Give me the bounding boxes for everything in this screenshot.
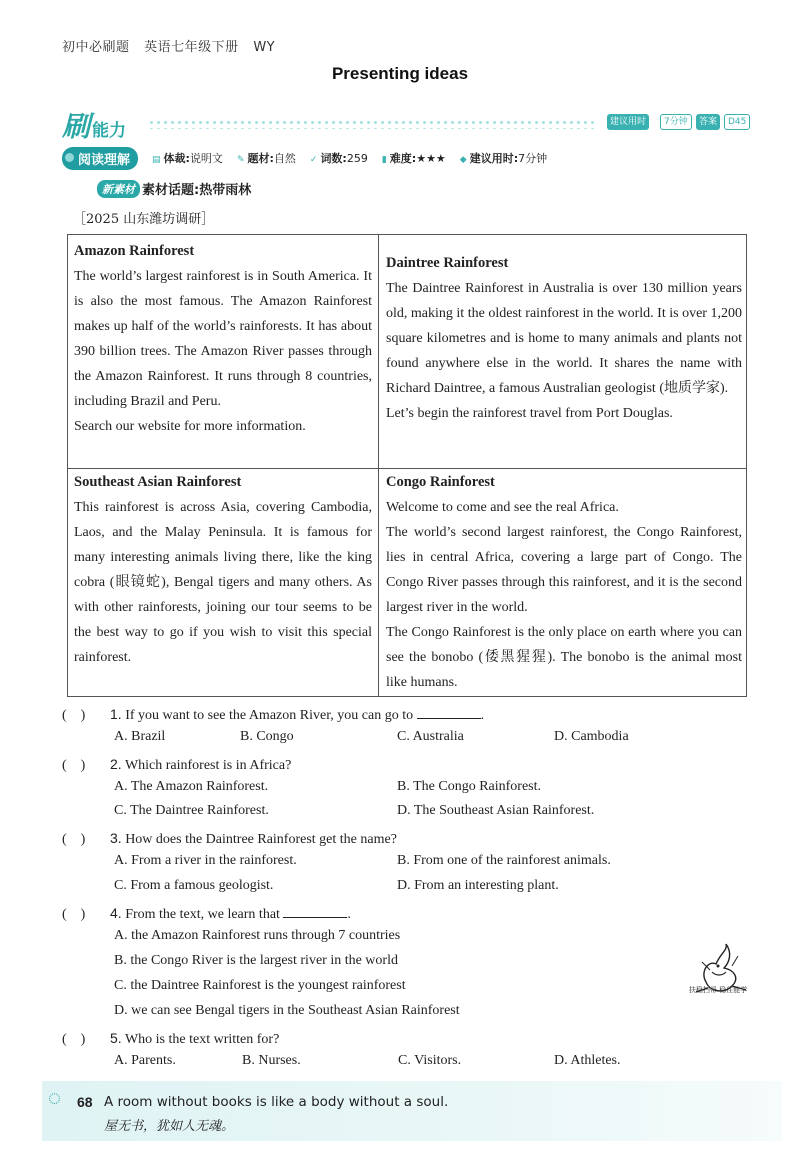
option[interactable]: C. The Daintree Rainforest. [114, 803, 269, 818]
passage-body: Welcome to come and see the real Africa. [386, 500, 619, 515]
logo-small-text: 能力 [92, 121, 127, 141]
option[interactable]: A. The Amazon Rainforest. [114, 779, 269, 794]
fill-blank[interactable] [417, 707, 481, 719]
passage-heading: Southeast Asian Rainforest [74, 474, 242, 490]
question-stem: If you want to see the Amazon River, you can go to [125, 708, 414, 723]
question-tail: . [480, 708, 485, 723]
option[interactable]: A. Parents. [114, 1053, 176, 1068]
passage-daintree [386, 251, 742, 426]
genre-info: ▤ 体裁:说明文 [152, 152, 223, 165]
passage-grid [67, 234, 747, 697]
section-badge: 阅读理解 [62, 147, 138, 170]
passage-heading: Daintree Rainforest [386, 255, 509, 271]
quote-chinese: 屋无书，犹如人无魂。 [104, 1119, 235, 1134]
source-note: ［2025 山东潍坊调研］ [73, 212, 215, 227]
answer-slot[interactable]: ( ) [62, 708, 86, 723]
passage-body: The world’s largest rainforest is in South America. It is also the most famous. The Amazon Rainforest makes up half of the world’s rainforests. It has about 390 billion trees. The Amazon River passes through the Amazon Rainforest. It runs through 8 countries, including Brazil and Peru. [74, 269, 372, 409]
answer-label: 答案 [696, 114, 720, 130]
quote-english: A room without books is like a body without a soul. [104, 1094, 449, 1110]
grid-divider-vertical [378, 235, 379, 696]
answer-page: D45 [724, 114, 750, 130]
option[interactable]: C. From a famous geologist. [114, 878, 274, 893]
clock-icon: ◆ [459, 155, 467, 165]
subject-name: 英语七年级下册 [144, 40, 239, 55]
suggested-time-label: 建议用时 [607, 114, 649, 130]
passage-extra: Search our website for more information. [74, 419, 306, 434]
option[interactable]: D. From an interesting plant. [397, 878, 559, 893]
doodle-caption: 扶稳扫帚 稳住能学 [688, 986, 748, 994]
answer-slot[interactable]: ( ) [62, 907, 86, 922]
question-stem: Who is the text written for? [124, 1032, 280, 1047]
grid-divider-horizontal [68, 468, 746, 469]
question-stem: How does the Daintree Rainforest get the name? [125, 832, 397, 847]
question-number: 5. [110, 1030, 122, 1046]
question-number: 4. [110, 905, 122, 921]
question-number: 2. [110, 756, 122, 772]
question-3 [62, 828, 397, 848]
passage-extra: Let’s begin the rainforest travel from Port Douglas. [386, 406, 673, 421]
question-5 [62, 1028, 279, 1048]
option[interactable]: D. Athletes. [554, 1053, 621, 1068]
answer-slot[interactable]: ( ) [62, 832, 86, 847]
option[interactable]: B. Nurses. [242, 1053, 301, 1068]
lightbulb-icon: ◌ [48, 1085, 62, 1110]
option[interactable]: B. Congo [240, 729, 294, 744]
option[interactable]: A. Brazil [114, 729, 166, 744]
ability-logo [62, 105, 126, 145]
genre-icon: ▤ [152, 155, 161, 165]
option[interactable]: A. the Amazon Rainforest runs through 7 countries [114, 928, 401, 943]
passage-southeast-asian [74, 470, 372, 670]
suggested-time-value: 7分钟 [660, 114, 692, 130]
question-stem: Which rainforest is in Africa? [124, 758, 292, 773]
passage-body: This rainforest is across Asia, covering Cambodia, Laos, and the Malay Peninsula. It is famous for many interesting animals living there, like the king cobra (眼镜蛇), Bengal tigers and many others. As with other rainforests, joining our tour seems to be the best way to go if you wish to visit this special rainforest. [74, 500, 372, 665]
question-number: 3. [110, 830, 122, 846]
pen-icon: ✎ [236, 155, 245, 165]
logo-big-char: 刷 [62, 110, 91, 143]
option[interactable]: C. Visitors. [398, 1053, 462, 1068]
check-icon: ✓ [309, 155, 318, 165]
passage-amazon [74, 239, 372, 439]
question-number: 1. [110, 706, 122, 722]
answer-slot[interactable]: ( ) [62, 1032, 86, 1047]
page-title: Presenting ideas [331, 64, 469, 83]
option[interactable]: C. Australia [397, 729, 464, 744]
doodle-bird-icon [688, 930, 752, 1014]
option[interactable]: B. the Congo River is the largest river in the world [114, 953, 398, 968]
book-name: 初中必刷题 [62, 40, 130, 55]
new-material-badge: 新素材 [97, 180, 140, 198]
question-tail: . [347, 907, 351, 922]
edition-name: WY [253, 40, 276, 55]
topic-row [97, 179, 251, 198]
passage-extra: The world’s second largest rainforest, the Congo Rainforest, lies in central Africa, covering a large part of Congo. The Congo River passes through this rainforest, and it is the second largest river in the world. [386, 525, 742, 615]
footer [42, 1081, 782, 1141]
option[interactable]: A. From a river in the rainforest. [114, 853, 297, 868]
running-header [62, 36, 285, 55]
option[interactable]: D. Cambodia [554, 729, 629, 744]
option[interactable]: B. From one of the rainforest animals. [397, 853, 611, 868]
option[interactable]: B. The Congo Rainforest. [397, 779, 542, 794]
question-2 [62, 754, 291, 774]
passage-heading: Congo Rainforest [386, 474, 495, 490]
option[interactable]: C. the Daintree Rainforest is the youngest rainforest [114, 978, 406, 993]
passage-heading: Amazon Rainforest [74, 243, 195, 259]
passage-extra-2: The Congo Rainforest is the only place on earth where you can see the bonobo (倭黑猩猩). The bonobo is the animal most like humans. [386, 625, 742, 690]
page-number: 68 [77, 1094, 93, 1110]
ability-bar [62, 105, 752, 143]
theme-info: ✎ 题材:自然 [236, 152, 296, 165]
difficulty-info: ▮ 难度:★★★ [381, 152, 446, 165]
topic-text: 素材话题:热带雨林 [142, 183, 252, 198]
question-1 [62, 704, 484, 724]
word-count-info: ✓ 词数:259 [309, 152, 368, 165]
passage-body: The Daintree Rainforest in Australia is over 130 million years old, making it the oldest rainforest in the world. It is over 1,200 square kilometres and is home to many animals and plants not found anywhere else in the world. It shares the name with Richard Daintree, a famous Australian geologist (地质学家). [386, 281, 742, 396]
question-4 [62, 903, 351, 923]
passage-congo [386, 470, 742, 695]
option[interactable]: D. we can see Bengal tigers in the Southeast Asian Rainforest [114, 1003, 460, 1018]
option[interactable]: D. The Southeast Asian Rainforest. [397, 803, 595, 818]
exercise-meta [62, 147, 752, 169]
answer-slot[interactable]: ( ) [62, 758, 86, 773]
fill-blank[interactable] [283, 906, 347, 918]
question-stem: From the text, we learn that [125, 907, 280, 922]
bars-icon: ▮ [381, 155, 387, 165]
dotted-divider [148, 119, 598, 129]
time-info: ◆ 建议用时:7分钟 [459, 152, 548, 165]
